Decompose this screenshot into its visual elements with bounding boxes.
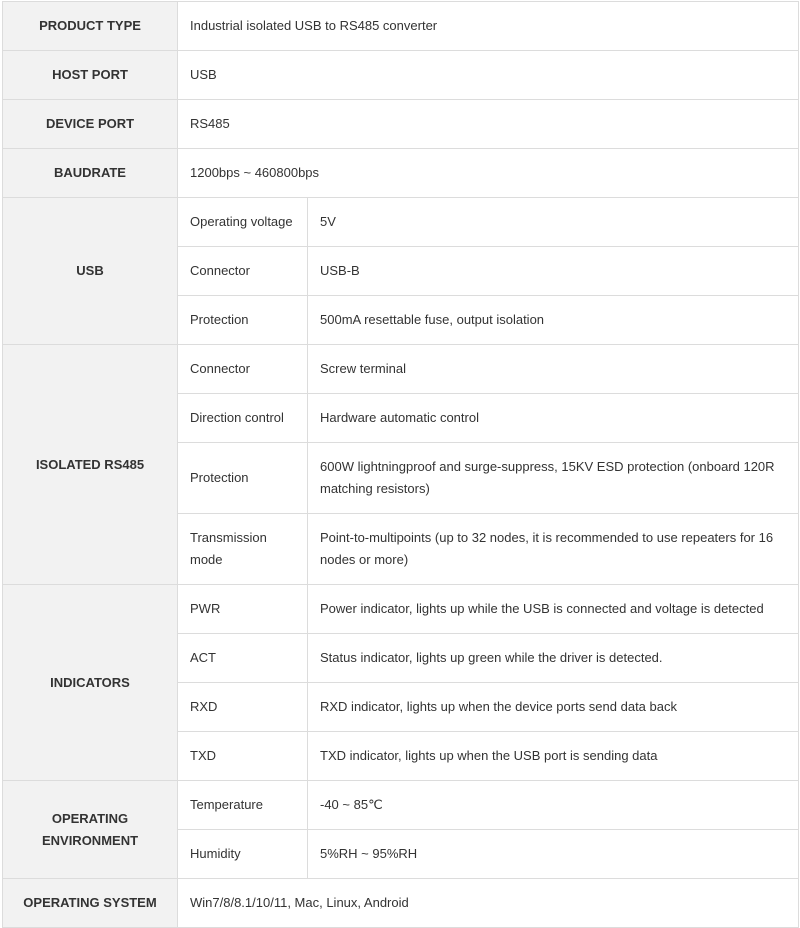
row-header: HOST PORT (3, 51, 178, 100)
item-name: Protection (178, 296, 308, 345)
item-value: -40 ~ 85℃ (308, 781, 799, 830)
item-value: Screw terminal (308, 345, 799, 394)
row-header: BAUDRATE (3, 149, 178, 198)
group-header: USB (3, 198, 178, 345)
row-value: Industrial isolated USB to RS485 converter (178, 2, 799, 51)
row-header: OPERATING SYSTEM (3, 879, 178, 928)
table-row (3, 198, 799, 247)
table-row (3, 781, 799, 830)
item-name: Connector (178, 345, 308, 394)
item-value: Power indicator, lights up while the USB is connected and voltage is detected (308, 585, 799, 634)
item-value: Point-to-multipoints (up to 32 nodes, it is recommended to use repeaters for 16 nodes or more) (308, 514, 799, 585)
table-row (3, 2, 799, 51)
item-name: Humidity (178, 830, 308, 879)
group-header: INDICATORS (3, 585, 178, 781)
item-value: 500mA resettable fuse, output isolation (308, 296, 799, 345)
row-value: USB (178, 51, 799, 100)
item-name: TXD (178, 732, 308, 781)
item-value: RXD indicator, lights up when the device ports send data back (308, 683, 799, 732)
item-value: 5%RH ~ 95%RH (308, 830, 799, 879)
group-header: OPERATING ENVIRONMENT (3, 781, 178, 879)
item-value: TXD indicator, lights up when the USB port is sending data (308, 732, 799, 781)
item-value: Status indicator, lights up green while the driver is detected. (308, 634, 799, 683)
table-row (3, 51, 799, 100)
row-header: PRODUCT TYPE (3, 2, 178, 51)
row-value: 1200bps ~ 460800bps (178, 149, 799, 198)
item-name: Transmission mode (178, 514, 308, 585)
table-row (3, 345, 799, 394)
item-value: 5V (308, 198, 799, 247)
table-row (3, 879, 799, 928)
row-value: RS485 (178, 100, 799, 149)
table-row (3, 585, 799, 634)
item-value: Hardware automatic control (308, 394, 799, 443)
item-value: USB-B (308, 247, 799, 296)
item-name: Direction control (178, 394, 308, 443)
item-name: RXD (178, 683, 308, 732)
item-name: Temperature (178, 781, 308, 830)
item-name: PWR (178, 585, 308, 634)
group-header: ISOLATED RS485 (3, 345, 178, 585)
row-header: DEVICE PORT (3, 100, 178, 149)
item-name: Connector (178, 247, 308, 296)
table-row (3, 100, 799, 149)
table-row (3, 149, 799, 198)
item-value: 600W lightningproof and surge-suppress, 15KV ESD protection (onboard 120R matching resistors) (308, 443, 799, 514)
item-name: Protection (178, 443, 308, 514)
item-name: Operating voltage (178, 198, 308, 247)
spec-table (2, 1, 799, 928)
row-value: Win7/8/8.1/10/11, Mac, Linux, Android (178, 879, 799, 928)
item-name: ACT (178, 634, 308, 683)
